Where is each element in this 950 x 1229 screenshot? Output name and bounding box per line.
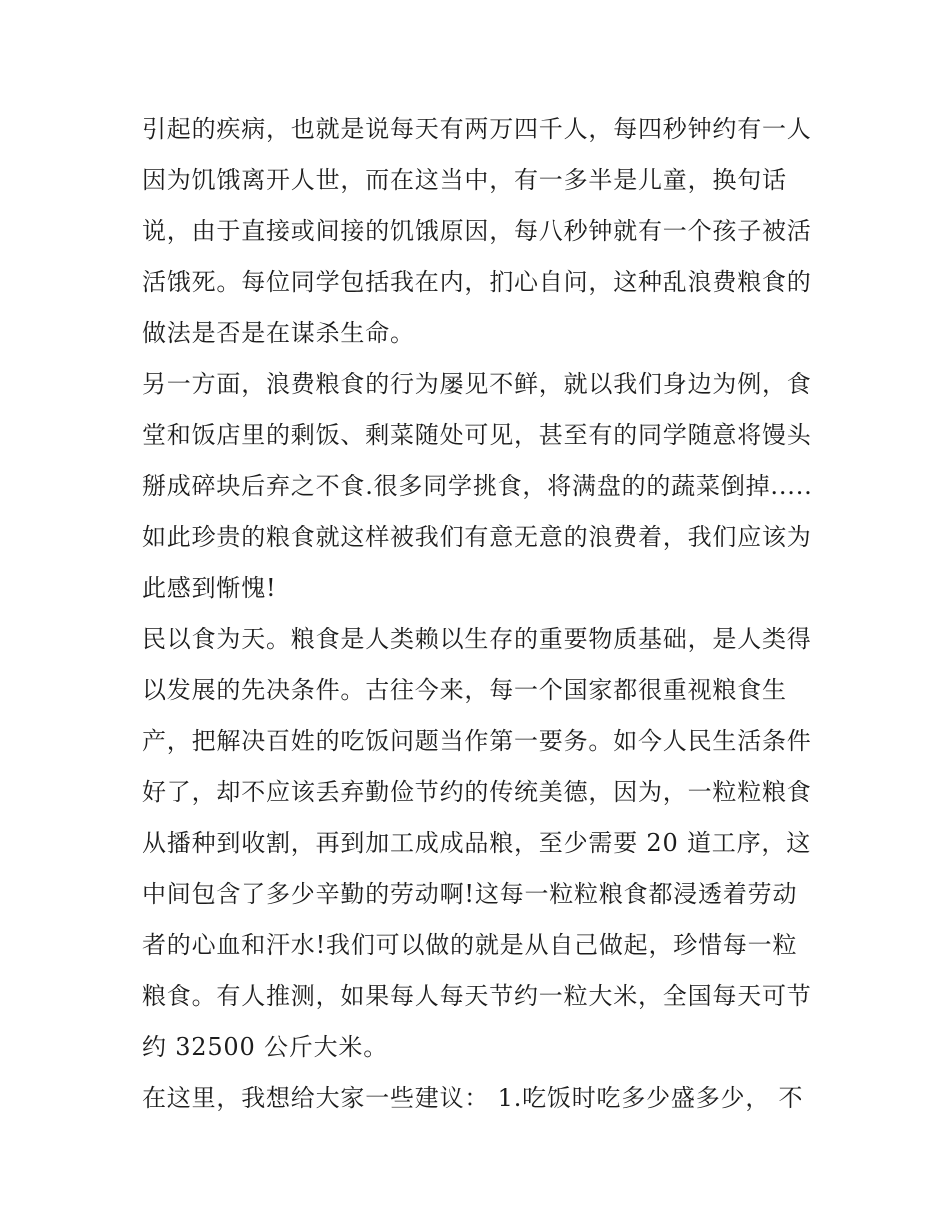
text-line: 从播种到收割，再到加工成成品粮，至少需要 20 道工序，这 bbox=[142, 829, 811, 857]
text-line: 说，由于直接或间接的饥饿原因，每八秒钟就有一个孩子被活 bbox=[142, 217, 812, 245]
text-line: 在这里，我想给大家一些建议： 1.吃饭时吃多少盛多少， 不 bbox=[142, 1084, 804, 1112]
text-line: 活饿死。每位同学包括我在内，扪心自问，这种乱浪费粮食的 bbox=[142, 268, 812, 296]
text-line: 因为饥饿离开人世，而在这当中，有一多半是儿童，换句话 bbox=[142, 166, 787, 194]
text-line: 中间包含了多少辛勤的劳动啊!这每一粒粒粮食都浸透着劳动 bbox=[142, 880, 798, 908]
text-line: 掰成碎块后弃之不食.很多同学挑食，将满盘的的蔬菜倒掉..... bbox=[142, 472, 813, 500]
text-line: 约 32500 公斤大米。 bbox=[142, 1033, 389, 1061]
text-line: 以发展的先决条件。古往今来，每一个国家都很重视粮食生 bbox=[142, 676, 787, 704]
text-line: 如此珍贵的粮食就这样被我们有意无意的浪费着，我们应该为 bbox=[142, 523, 812, 551]
text-line: 者的心血和汗水!我们可以做的就是从自己做起，珍惜每一粒 bbox=[142, 931, 798, 959]
text-line: 做法是否是在谋杀生命。 bbox=[142, 319, 415, 347]
text-line: 民以食为天。粮食是人类赖以生存的重要物质基础，是人类得 bbox=[142, 625, 812, 653]
text-line: 此感到惭愧! bbox=[142, 574, 277, 602]
text-line: 好了，却不应该丢弃勤俭节约的传统美德，因为，一粒粒粮食 bbox=[142, 778, 812, 806]
text-line: 另一方面，浪费粮食的行为屡见不鲜，就以我们身边为例，食 bbox=[142, 370, 812, 398]
text-line: 粮食。有人推测，如果每人每天节约一粒大米，全国每天可节 bbox=[142, 982, 812, 1010]
text-line: 堂和饭店里的剩饭、剩菜随处可见，甚至有的同学随意将馒头 bbox=[142, 421, 812, 449]
text-line: 产，把解决百姓的吃饭问题当作第一要务。如今人民生活条件 bbox=[142, 727, 812, 755]
text-line: 引起的疾病，也就是说每天有两万四千人，每四秒钟约有一人 bbox=[142, 115, 812, 143]
